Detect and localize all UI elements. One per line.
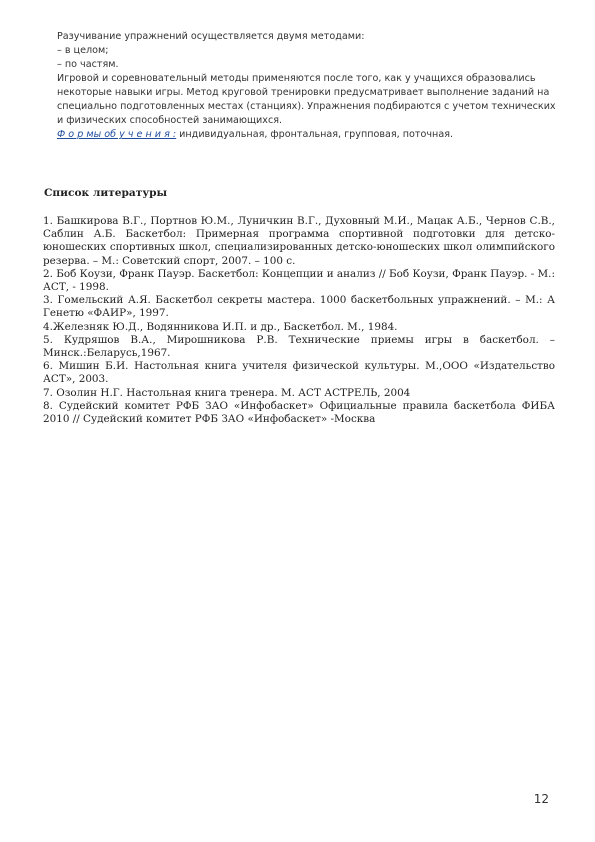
intro-line: Разучивание упражнений осуществляется двумя методами: xyxy=(57,31,365,42)
forms-line xyxy=(57,128,557,142)
reference-item: 8. Судейский комитет РФБ ЗАО «Инфобаскет» Официальные правила баскетбола ФИБА 2010 // Судейский комитет РФБ ЗАО «Инфобаскет» -Москва xyxy=(43,399,555,426)
intro-section xyxy=(57,30,557,142)
reference-list xyxy=(43,215,555,426)
intro-line: – по частям. xyxy=(57,59,119,70)
page-number: 12 xyxy=(533,792,549,806)
forms-title: Ф о р мы об у ч е н и я : xyxy=(57,129,177,140)
literature-heading: Список литературы xyxy=(44,187,168,199)
intro-line: некоторые навыки игры. Метод круговой тренировки предусматривает выполнение заданий на xyxy=(57,87,550,98)
intro-line: – в целом; xyxy=(57,45,109,56)
reference-item: 2. Боб Коузи, Франк Пауэр. Баскетбол: Концепции и анализ // Боб Коузи, Франк Пауэр. - М.: АСТ, - 1998. xyxy=(43,267,555,294)
intro-line: Игровой и соревновательный методы применяются после того, как у учащихся образовались xyxy=(57,73,536,84)
reference-item: 5. Кудряшов В.А., Мирошникова Р.В. Технические приемы игры в баскетбол. – Минск.:Беларусь,1967. xyxy=(43,333,555,360)
forms-text: индивидуальная, фронтальная, групповая, поточная. xyxy=(176,129,454,140)
reference-item: 3. Гомельский А.Я. Баскетбол секреты мастера. 1000 баскетбольных упражнений. – М.: А Генетю «ФАИР», 1997. xyxy=(43,294,555,320)
intro-line: и физических способностей занимающихся. xyxy=(57,115,283,126)
intro-line: специально подготовленных местах (станциях). Упражнения подбираются с учетом технических xyxy=(57,101,556,112)
reference-item: 4.Железняк Ю.Д., Водянникова И.П. и др., Баскетбол. М., 1984. xyxy=(43,320,398,333)
reference-item: 7. Озолин Н.Г. Настольная книга тренера. М. АСТ АСТРЕЛЬ, 2004 xyxy=(43,386,411,399)
reference-item: 6. Мишин Б.И. Настольная книга учителя физической культуры. М.,ООО «Издательство АСТ», 2003. xyxy=(43,360,555,386)
reference-item: 1. Башкирова В.Г., Портнов Ю.М., Луничкин В.Г., Духовный М.И., Мацак А.Б., Чернов С.В., Саблин А.Б. Баскетбол: Примерная программа спортивной подготовки для детско-юношеских спортивных школ, специализированных детско-юношеских школ олимпийского резерва. – М.: Советский спорт, 2007. – 100 с. xyxy=(43,215,555,267)
